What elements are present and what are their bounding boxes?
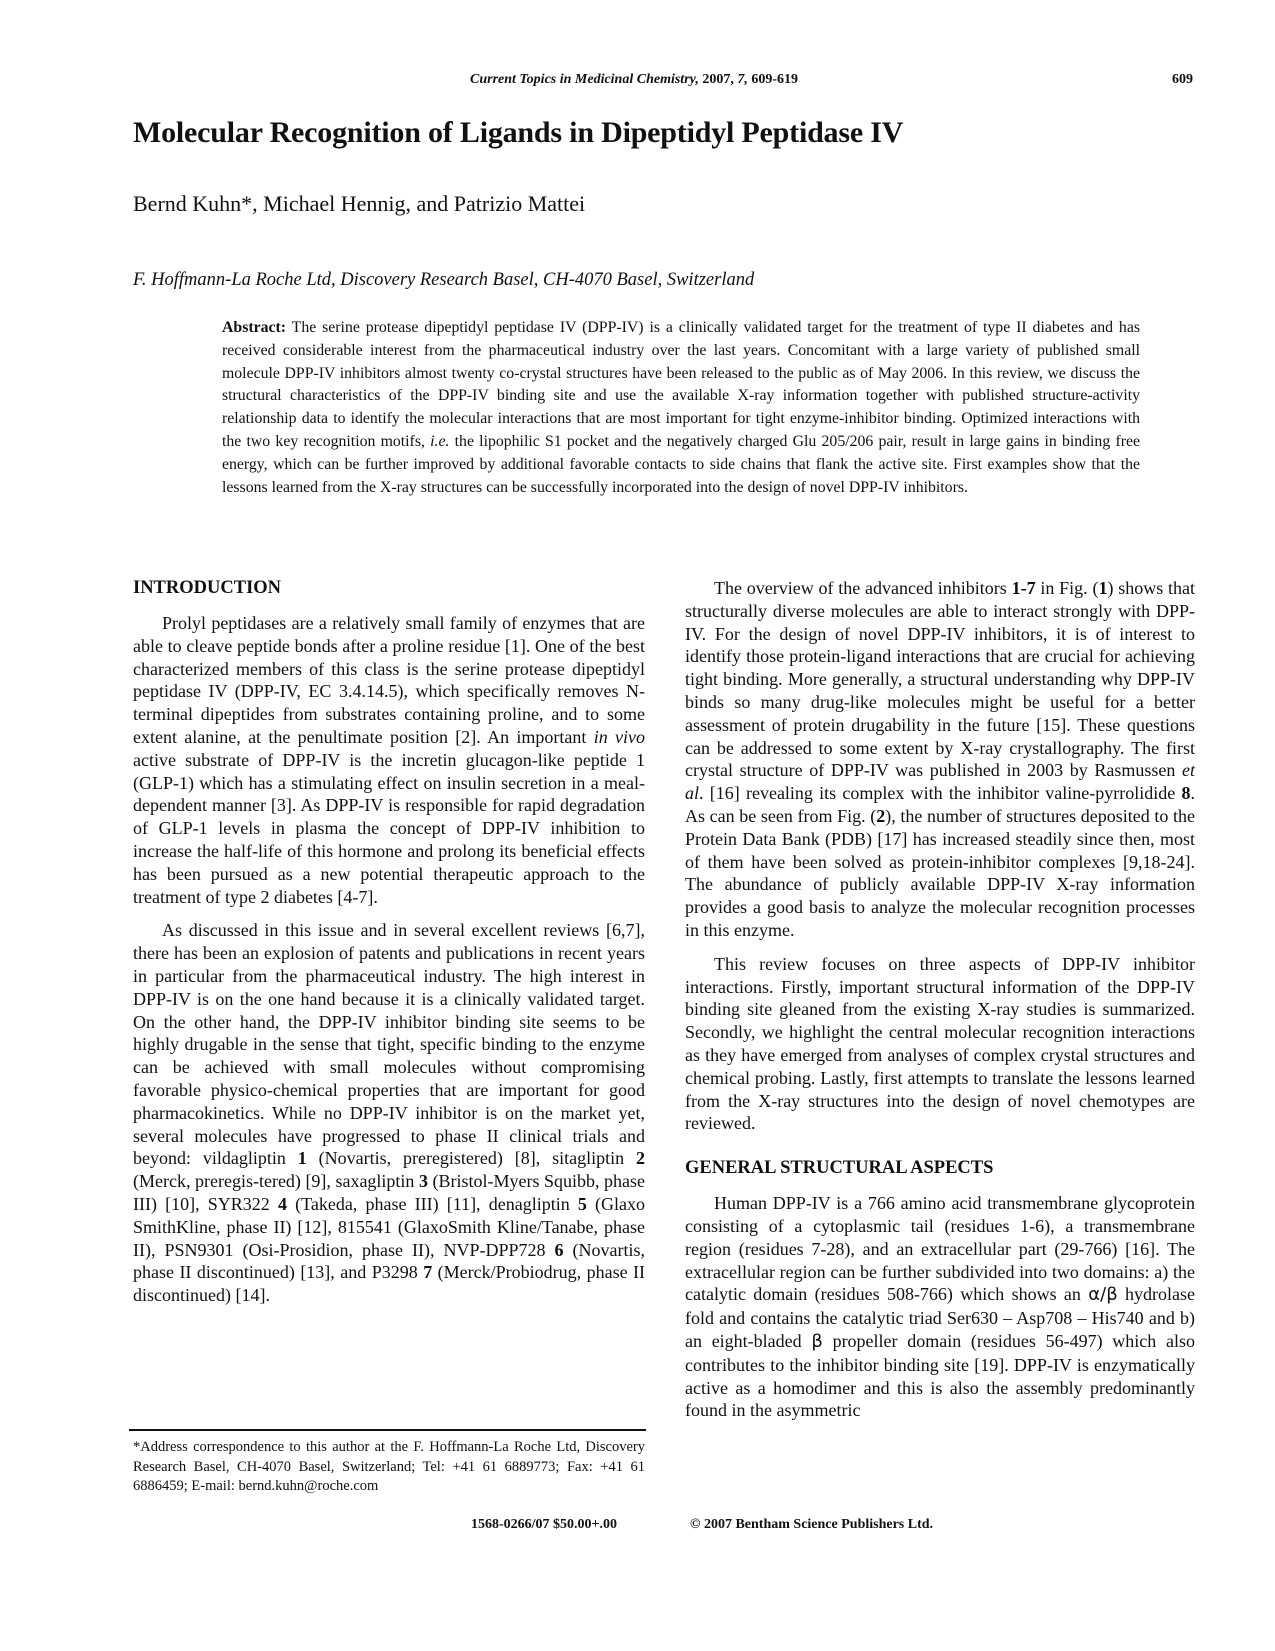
figure-ref-1: 1 <box>1098 578 1108 598</box>
text-run: hydrolase fold and contains the catalytic triad Ser630 – Asp708 – His740 and b) an eight-bladed <box>685 1284 1196 1351</box>
author-list: Bernd Kuhn*, Michael Hennig, and Patrizio Mattei <box>133 191 586 216</box>
text-run: (Merck/Probiodrug, phase II discontinued) [14]. <box>133 1262 646 1306</box>
section-heading-introduction: INTRODUCTION <box>133 578 282 598</box>
in-vivo-italic: in vivo <box>593 726 645 747</box>
right-paragraph-3 <box>685 1192 1195 1422</box>
right-paragraph-2: This review focuses on three aspects of DPP-IV inhibitor interactions. Firstly, important structural information of the DPP-IV binding site gleaned from the existing X-ray studies is summarized. Secondly, we highlight the central molecular recognition interactions as they have emerged from analyses of complex crystal structures and chemical probing. Lastly, first attempts to translate the lessons learned from the X-ray structures into the design of novel chemotypes are reviewed. <box>685 953 1195 1134</box>
compound-number: 3 <box>418 1171 428 1192</box>
section-heading-general-structural-aspects: GENERAL STRUCTURAL ASPECTS <box>685 1158 994 1179</box>
text-run: As discussed in this issue and in several excellent reviews [6,7], there has been an explosion of patents and publications in recent years in particular from the pharmaceutical industry. The high interest in DPP-IV is on the one hand because it is a clinically validated target. On the other hand, the DPP-IV inhibitor binding site seems to be highly drugable in the sense that tight, specific binding to the enzyme can be achieved with small molecules without compromising favorable physico-chemical properties that are important for good pharmacokinetics. While no DPP-IV inhibitor is on the market yet, several molecules have progressed to phase II clinical trials and beyond: vildagliptin <box>133 920 645 1169</box>
compound-range: 1-7 <box>1011 578 1036 598</box>
copyright-notice: © 2007 Bentham Science Publishers Ltd. <box>690 1517 934 1532</box>
text-run: (Merck, preregis-tered) [9], saxagliptin <box>133 1171 415 1192</box>
abstract-label: Abstract: <box>222 319 287 336</box>
right-paragraph-1 <box>685 577 1195 942</box>
left-column <box>133 577 645 1307</box>
affiliation: F. Hoffmann-La Roche Ltd, Discovery Research Basel, CH-4070 Basel, Switzerland <box>133 270 755 290</box>
abstract-ie: i.e. <box>430 432 450 450</box>
abstract-text-2: the lipophilic S1 pocket and the negatively charged Glu 205/206 pair, result in large gains in binding free energy, which can be further improved by additional favorable contacts to side chains that flank the active site. First examples show that the lessons learned from the X-ray structures can be successfully incorporated into the design of novel DPP-IV inhibitors. <box>222 432 1140 496</box>
text-run: (Takeda, phase III) [11], denagliptin <box>295 1193 570 1214</box>
alpha-beta-symbol: α/β <box>1088 1284 1118 1306</box>
compound-number: 4 <box>277 1193 287 1214</box>
abstract <box>222 317 1140 499</box>
issn-price: 1568-0266/07 $50.00+.00 <box>471 1517 618 1532</box>
text-run: . As can be seen from Fig. ( <box>685 783 1195 826</box>
text-run: in Fig. ( <box>1040 578 1099 598</box>
compound-number: 6 <box>554 1239 564 1260</box>
footnote-divider <box>129 1429 646 1431</box>
text-run: The overview of the advanced inhibitors <box>714 578 1007 598</box>
journal-citation <box>470 72 798 88</box>
page-number: 609 <box>1172 72 1193 87</box>
journal-year: 2007, <box>702 72 734 87</box>
intro-paragraph-1 <box>133 612 645 908</box>
text-run: . [16] revealing its complex with the inhibitor valine-pyrrolidide <box>699 783 1176 804</box>
compound-number: 5 <box>577 1193 587 1214</box>
compound-number: 8 <box>1181 783 1191 804</box>
text-run: Prolyl peptidases are a relatively small family of enzymes that are able to cleave peptide bonds after a proline residue [1]. One of the best characterized members of this class is the serine protease dipeptidyl peptidase IV (DPP-IV, EC 3.4.14.5), which specifically removes N-terminal dipeptides from substrates containing proline, and to some extent alanine, at the penultimate position [2]. An important <box>133 613 645 747</box>
running-head <box>0 72 1275 94</box>
text-run: active substrate of DPP-IV is the incretin glucagon-like peptide 1 (GLP-1) which has a stimulating effect on insulin secretion in a meal-dependent manner [3]. As DPP-IV is responsible for rapid degradation of GLP-1 levels in plasma the concept of DPP-IV inhibition to increase the half-life of this hormone and prolong its beneficial effects has been pursued as a new potential therapeutic approach to the treatment of type 2 diabetes [4-7]. <box>133 749 645 907</box>
compound-number: 7 <box>423 1262 433 1283</box>
correspondence-footnote: *Address correspondence to this author at the F. Hoffmann-La Roche Ltd, Discovery Research Basel, CH-4070 Basel, Switzerland; Tel: +41 61 6889773; Fax: +41 61 6886459; E-mail: bernd.kuhn@roche.com <box>133 1439 645 1494</box>
text-run: (Novartis, phase II discontinued) [13], and P3298 <box>133 1239 646 1283</box>
article-title: Molecular Recognition of Ligands in Dipeptidyl Peptidase IV <box>133 116 904 149</box>
compound-number: 1 <box>297 1148 307 1169</box>
text-run: (Glaxo SmithKline, phase II) [12], 815541 (GlaxoSmith Kline/Tanabe, phase II), PSN9301 (Osi-Prosidion, phase II), NVP-DPP728 <box>133 1193 645 1260</box>
text-run: ) shows that structurally diverse molecules are able to interact strongly with DPP-IV. For the design of novel DPP-IV inhibitors, it is of interest to identify those protein-ligand interactions that are crucial for achieving tight binding. More generally, a structural understanding why DPP-IV binds so many drug-like molecules might be useful for a better assessment of protein drugability in the future [15]. These questions can be addressed to some extent by X-ray crystallography. The first crystal structure of DPP-IV was published in 2003 by Rasmussen <box>685 578 1196 781</box>
et-al-italic: et al <box>685 760 1195 804</box>
journal-volume: 7, <box>737 72 748 87</box>
compound-number: 2 <box>636 1148 646 1169</box>
intro-paragraph-2 <box>133 919 645 1307</box>
text-run: propeller domain (residues 56-497) which also contributes to the inhibitor binding site [19]. DPP-IV is enzymatically active as a homodimer and this is also the assembly predominantly found in the asymmetric <box>685 1330 1195 1421</box>
text-run: Human DPP-IV is a 766 amino acid transmembrane glycoprotein consisting of a cytoplasmic tail (residues 1-6), a transmembrane region (residues 7-28), and an extracellular part (29-766) [16]. The extracellular region can be further subdivided into two domains: a) the catalytic domain (residues 508-766) which shows an <box>685 1193 1195 1305</box>
text-run: ), the number of structures deposited to the Protein Data Bank (PDB) [17] has increased steadily since then, most of them have been solved as protein-inhibitor complexes [9,18-24]. The abundance of publicly available DPP-IV X-ray information provides a good basis to analyze the molecular recognition processes in this enzyme. <box>685 805 1195 940</box>
text-run: (Bristol-Myers Squibb, phase III) [10], SYR322 <box>133 1171 646 1214</box>
figure-ref-2: 2 <box>876 805 886 826</box>
text-run: (Novartis, preregistered) [8], sitagliptin <box>318 1148 625 1169</box>
right-column <box>685 577 1195 1422</box>
beta-symbol: β <box>811 1330 823 1352</box>
abstract-text-1: The serine protease dipeptidyl peptidase IV (DPP-IV) is a clinically validated target for the treatment of type II diabetes and has received considerable interest from the pharmaceutical industry over the last years. Concomitant with a large variety of published small molecule DPP-IV inhibitors almost twenty co-crystal structures have been released to the public as of May 2006. In this review, we discuss the structural characteristics of the DPP-IV binding site and use the available X-ray information together with published structure-activity relationship data to identify the molecular interactions that are most important for tight enzyme-inhibitor binding. Optimized interactions with the two key recognition motifs, <box>222 319 1140 450</box>
journal-name: Current Topics in Medicinal Chemistry, <box>470 72 699 87</box>
journal-pages: 609-619 <box>751 72 799 87</box>
